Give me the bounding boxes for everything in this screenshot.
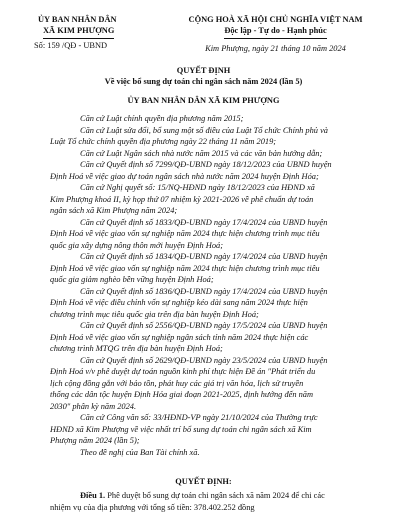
article-1-text-line1: Phê duyệt bổ sung dự toán chi ngân sách xã năm 2024 để chi các [105, 491, 325, 500]
legal-basis-line: ngân sách xã Kim Phượng năm 2024; [50, 206, 178, 215]
legal-basis-line: quốc gia giảm nghèo bền vững huyện Định Hoá; [50, 275, 214, 284]
legal-basis-line: Căn cứ Quyết định số 1834/QĐ-UBND ngày 17/4/2024 của UBND huyện [80, 252, 328, 261]
legal-basis-line: Định Hoá về việc giao vốn sự nghiệp năm 2024 thực hiện chương trình mục tiêu [50, 229, 320, 238]
legal-basis-line: Định Hoá về việc giao vốn sự nghiệp ngân sách tỉnh năm 2024 thực hiện các [50, 332, 309, 342]
decision-heading: QUYẾT ĐỊNH: [175, 477, 232, 486]
legal-basis-line: Theo đề nghị của Ban Tài chính xã. [80, 447, 200, 457]
legal-basis-line: Căn cứ Nghị quyết số: 15/NQ-HĐND ngày 18/12/2023 của HĐND xã [80, 183, 315, 192]
legal-basis-line: Phượng năm 2024 (lần 5); [50, 436, 140, 445]
legal-basis-line: Căn cứ Công văn số: 33/HĐND-VP ngày 21/10/2024 của Thường trực [80, 413, 318, 422]
date-place: Kim Phượng, ngày 21 tháng 10 năm 2024 [205, 44, 346, 53]
legal-basis-line: Căn cứ Quyết định số 7299/QĐ-UBND ngày 18/12/2023 của UBND huyện [80, 160, 332, 169]
legal-basis-line: chương trình MTQG trên địa bàn huyện Định Hoá; [50, 344, 223, 353]
legal-basis-line: Định Hoá về việc giao vốn sự nghiệp năm 2024 thực hiện chương trình mục tiêu [50, 263, 320, 273]
document-title: QUYẾT ĐỊNH [176, 66, 231, 75]
legal-basis-line: chương trình mục tiêu quốc gia trên địa bàn huyện Định Hoá; [50, 309, 259, 319]
legal-basis-line: lịch cộng đồng gắn với bảo tồn, phát huy các giá trị văn hóa, lịch sử truyền [50, 378, 304, 388]
issuing-authority: ỦY BAN NHÂN DÂN XÃ KIM PHƯỢNG [127, 96, 280, 105]
document-subject: Về việc bổ sung dự toán chi ngân sách năm 2024 (lần 5) [104, 77, 303, 86]
legal-basis-line: quốc gia xây dựng nông thôn mới huyện Định Hoá; [50, 240, 224, 250]
legal-basis-line: Căn cứ Luật chính quyền địa phương năm 2015; [80, 114, 244, 123]
legal-basis-line: Căn cứ Quyết định số 1833/QĐ-UBND ngày 17/4/2024 của UBND huyện [80, 217, 328, 227]
issuing-org-line2: XÃ KIM PHƯỢNG [43, 25, 193, 39]
legal-basis-line: Căn cứ Luật sửa đổi, bổ sung một số điều của Luật Tổ chức Chính phủ và [80, 125, 328, 135]
article-1 [50, 490, 380, 513]
legal-basis-line: Định Hoá v/v phê duyệt dự toán nguồn kinh phí thực hiện Đề án "Phát triển du [50, 367, 316, 376]
country-name: CỘNG HOÀ XÃ HỘI CHỦ NGHĨA VIỆT NAM [188, 15, 363, 24]
legal-basis-line: Luật Tổ chức chính quyền địa phương ngày 22 tháng 11 năm 2019; [50, 137, 277, 146]
article-1-text-line2: nhiệm vụ của địa phương với tổng số tiền: 378.402.252 đồng [50, 502, 255, 512]
legal-basis-line: Định Hoá về việc điều chỉnh vốn sự nghiệp kéo dài sang năm 2024 thực hiện [50, 298, 308, 307]
article-1-label: Điều 1. [80, 491, 106, 500]
legal-basis-line: 2030" phân kỳ năm 2024. [50, 401, 137, 411]
legal-basis-line: Định Hoá về việc giao dự toán ngân sách nhà nước năm 2024 huyện Định Hóa; [50, 171, 319, 181]
legal-basis-line: Căn cứ Quyết định số 2556/QĐ-UBND ngày 17/5/2024 của UBND huyện [80, 321, 328, 330]
legal-basis-line: HĐND xã Kim Phượng về việc nhất trí bổ sung dự toán chi ngân sách xã Kim [50, 424, 312, 434]
legal-basis-line: Căn cứ Luật Ngân sách nhà nước năm 2015 và các văn bản hướng dẫn; [80, 148, 323, 158]
document-number: Số: 159 /QĐ - UBND [34, 41, 108, 50]
national-motto: Độc lập - Tự do - Hạnh phúc [168, 25, 383, 39]
legal-basis-line: Căn cứ Quyết định số 2629/QĐ-UBND ngày 23/5/2024 của UBND huyện [80, 355, 328, 365]
legal-basis-line: Kim Phượng khoá II, kỳ họp thứ 07 nhiệm kỳ 2021-2026 về phê chuẩn dự toán [50, 194, 314, 204]
issuing-org-line1: ỦY BAN NHÂN DÂN [38, 15, 117, 24]
legal-basis-line: Căn cứ Quyết định số 1836/QĐ-UBND ngày 17/4/2024 của UBND huyện [80, 286, 328, 296]
legal-basis-line: thống các dân tộc huyện Định Hóa giai đoạn 2021-2025, định hướng đến năm [50, 390, 314, 399]
